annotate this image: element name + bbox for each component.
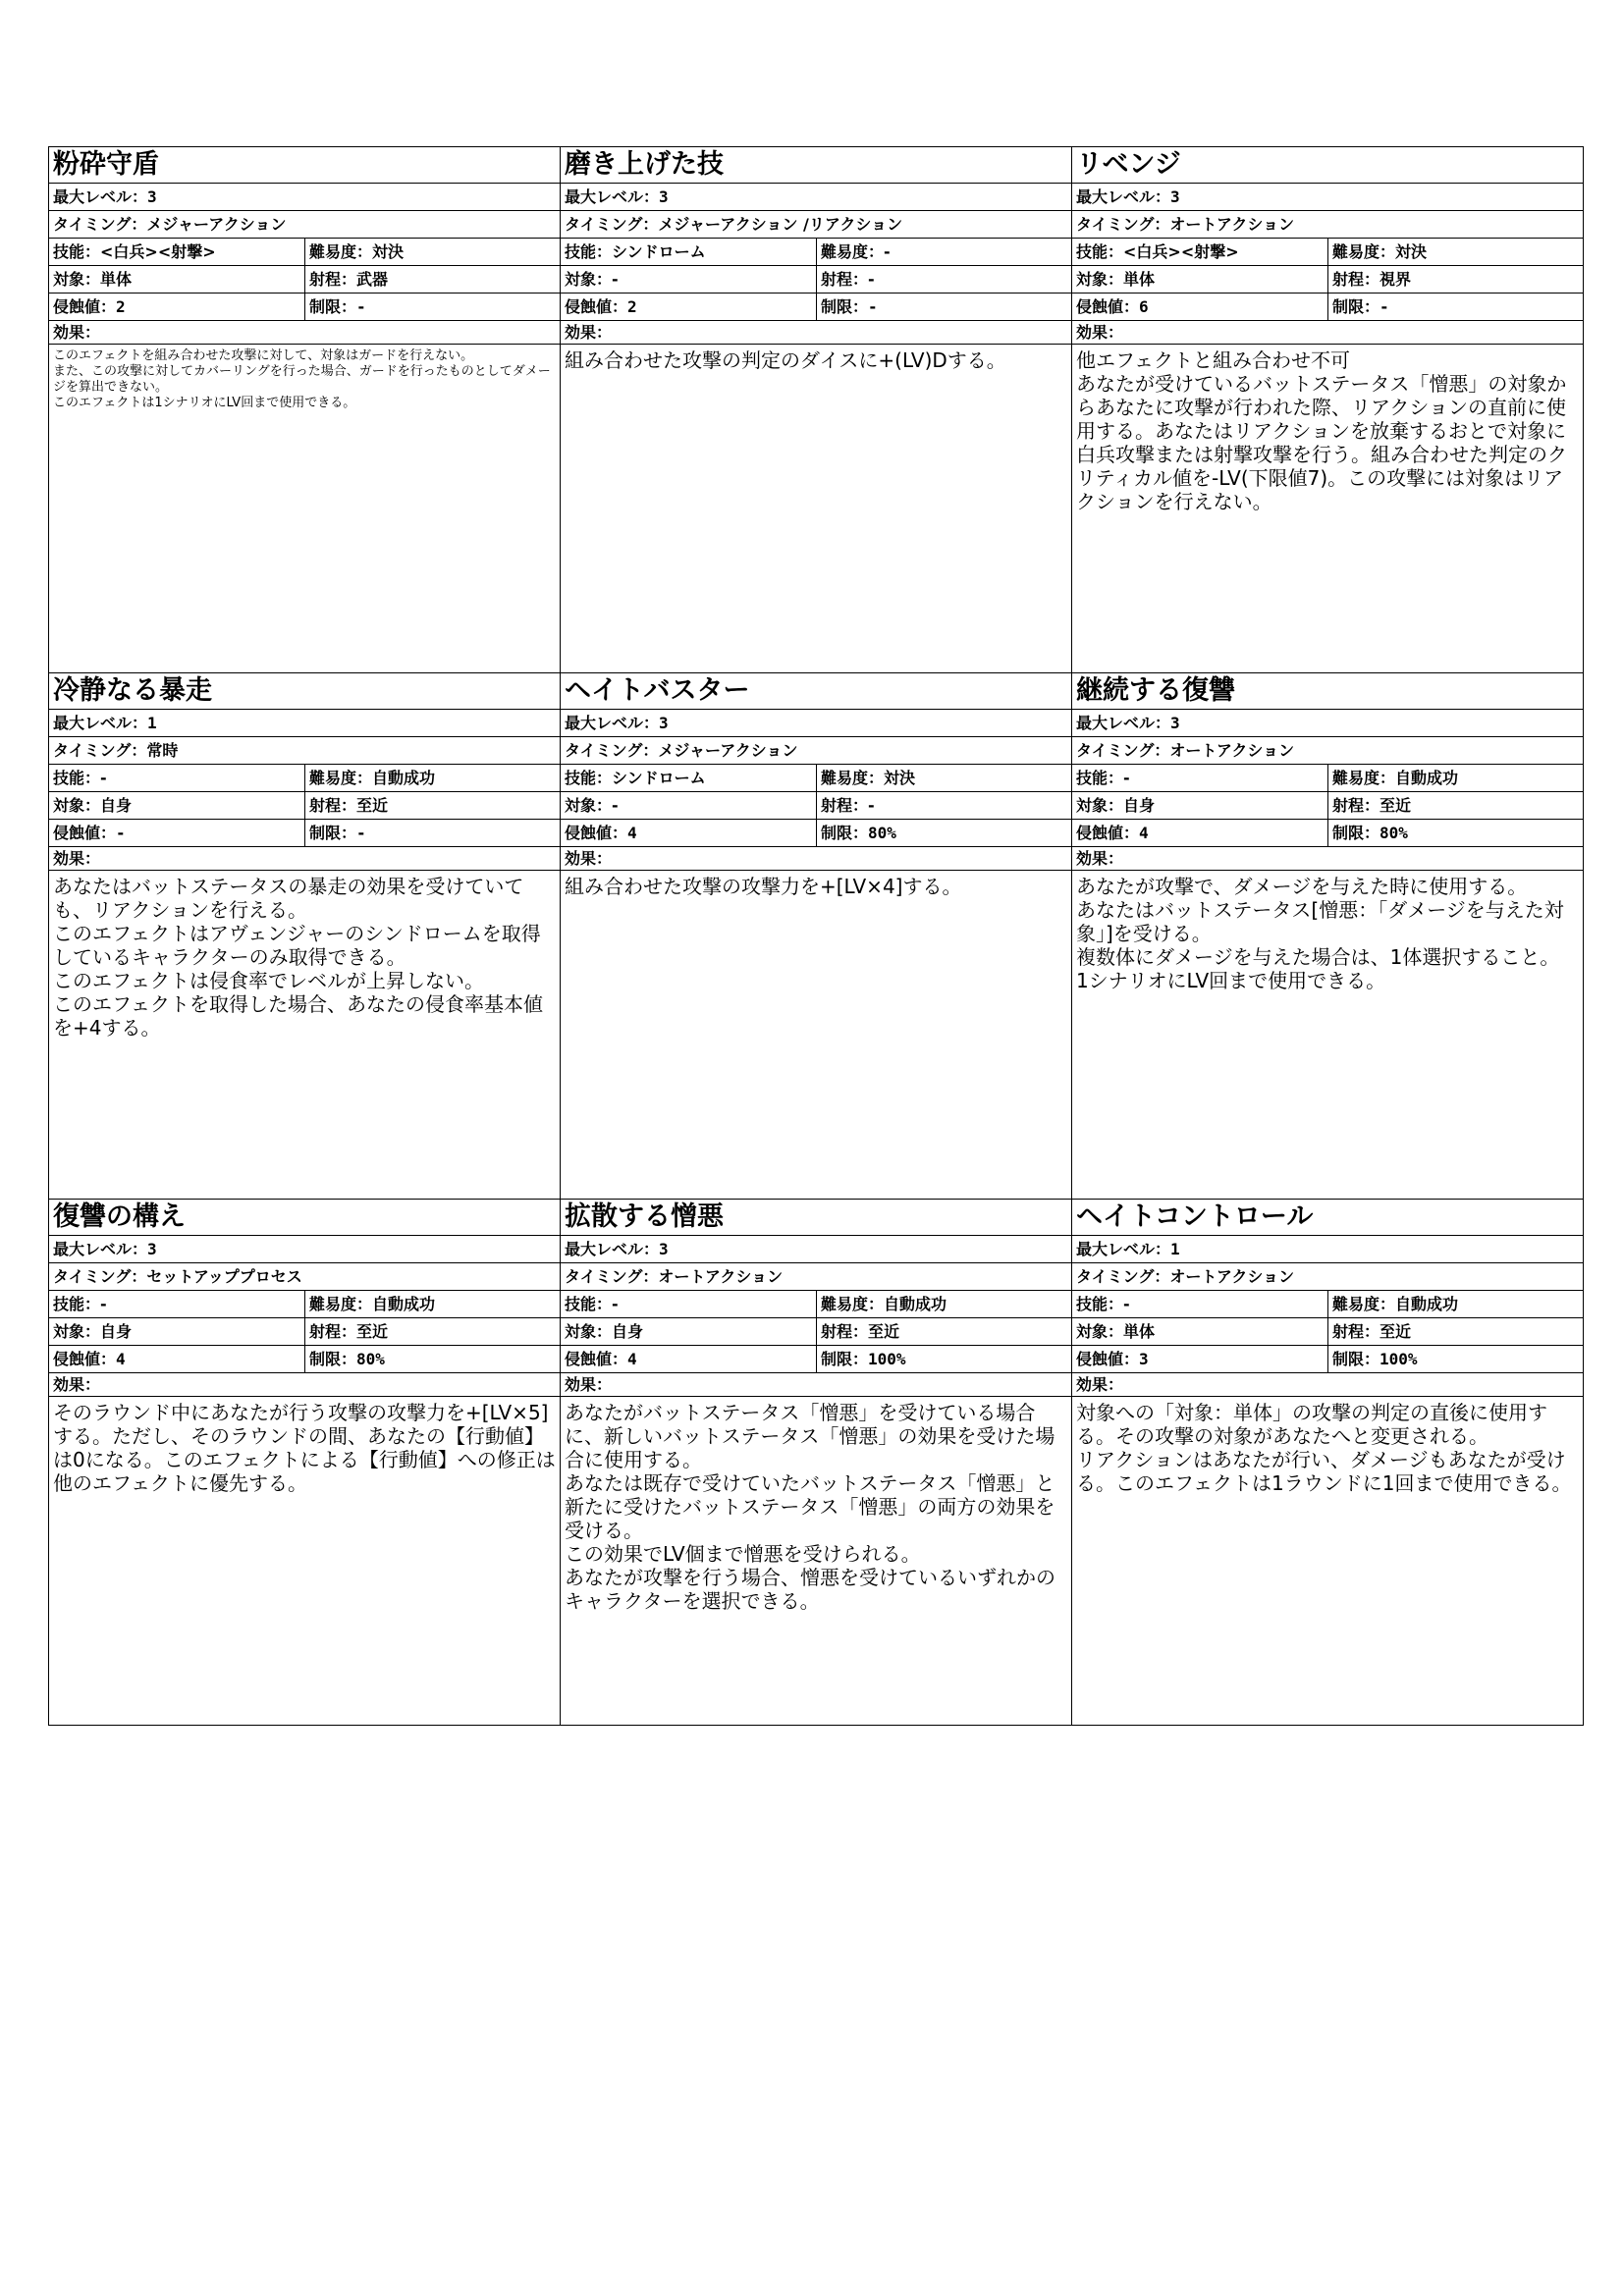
erosion: 侵蝕値：2 [53, 297, 126, 316]
difficulty: 難易度：- [816, 239, 1071, 265]
skill: 技能：- [53, 769, 107, 787]
difficulty: 難易度：対決 [1327, 239, 1583, 265]
range: 射程：武器 [304, 266, 560, 293]
skill-difficulty-row [1072, 239, 1583, 266]
effect-text: あなたはバットステータスの暴走の効果を受けていても、リアクションを行える。 このエフェクトはアヴェンジャーのシンドロームを取得しているキャラクターのみ取得できる。 このエフェクトは侵食率でレベルが上昇しない。 このエフェクトを取得した場合、あなたの侵食率基本値を+4する。 [53, 875, 543, 1040]
effect-label-row [1072, 321, 1583, 345]
erosion: 侵蝕値：3 [1076, 1350, 1149, 1368]
skill-difficulty-row [49, 239, 560, 266]
effect-label-row [49, 847, 560, 871]
range: 射程：至近 [1327, 1318, 1583, 1345]
effect-label: 効果： [53, 1375, 101, 1394]
erosion-limit-row [1072, 1346, 1583, 1373]
effect-name: ヘイトコントロール [1076, 1201, 1314, 1232]
effect-label-row [561, 321, 1071, 345]
skill: 技能：<白兵><射撃> [1076, 242, 1239, 261]
effect-label: 効果： [565, 1375, 613, 1394]
effect-name: 磨き上げた技 [565, 149, 724, 180]
timing-row [1072, 737, 1583, 765]
timing-row [49, 737, 560, 765]
effect-card-5 [561, 673, 1072, 1200]
effect-name: 復讐の構え [53, 1201, 186, 1232]
range: 射程：- [816, 792, 1071, 819]
effect-title-row [561, 1200, 1071, 1236]
difficulty: 難易度：自動成功 [304, 1291, 560, 1317]
effect-text: このエフェクトを組み合わせた攻撃に対して、対象はガードを行えない。 また、この攻撃に対してカバーリングを行った場合、ガードを行ったものとしてダメージを算出できない。 このエフェクトは1シナリオにLV回まで使用できる。 [53, 348, 551, 410]
target-range-row [1072, 792, 1583, 820]
effect-title-row [1072, 673, 1583, 710]
range: 射程：至近 [816, 1318, 1071, 1345]
skill-difficulty-row [1072, 1291, 1583, 1318]
effect-title-row [49, 1200, 560, 1236]
difficulty: 難易度：自動成功 [304, 765, 560, 791]
timing-row [49, 1263, 560, 1291]
effect-description [49, 871, 560, 1199]
effect-text: 組み合わせた攻撃の攻撃力を+[LV×4]する。 [565, 875, 962, 898]
max-level-row [561, 710, 1071, 737]
timing: タイミング：メジャーアクション [565, 741, 798, 760]
limit: 制限：- [304, 820, 560, 846]
target-range-row [1072, 266, 1583, 294]
erosion-limit-row [561, 294, 1071, 321]
difficulty: 難易度：自動成功 [816, 1291, 1071, 1317]
erosion-limit-row [49, 1346, 560, 1373]
effect-label: 効果： [1076, 849, 1124, 868]
effect-text: あなたが攻撃で、ダメージを与えた時に使用する。 あなたはバットステータス[憎悪：「ダメージを与えた対象」]を受ける。 複数体にダメージを与えた場合は、1体選択すること。 1シナリオにLV回まで使用できる。 [1076, 875, 1564, 992]
effect-name: 粉砕守盾 [53, 149, 159, 180]
effect-card-4 [49, 673, 561, 1200]
effect-name: リベンジ [1076, 149, 1181, 180]
effect-title-row [1072, 147, 1583, 184]
effect-description [1072, 345, 1583, 672]
effect-text: そのラウンド中にあなたが行う攻撃の攻撃力を+[LV×5]する。ただし、そのラウンドの間、あなたの【行動値】は0になる。このエフェクトによる【行動値】への修正は他のエフェクトに優先する。 [53, 1401, 556, 1495]
effect-description [561, 1397, 1071, 1725]
effect-text: 組み合わせた攻撃の判定のダイスに+(LV)Dする。 [565, 348, 1006, 372]
timing: タイミング：オートアクション [1076, 215, 1295, 234]
max-level-row [49, 1236, 560, 1263]
effect-label-row [49, 321, 560, 345]
erosion: 侵蝕値：6 [1076, 297, 1149, 316]
timing-row [561, 1263, 1071, 1291]
effect-label-row [1072, 1373, 1583, 1397]
effect-card-2 [561, 147, 1072, 673]
effect-label: 効果： [565, 849, 613, 868]
max-level-row [561, 184, 1071, 211]
effect-label-row [1072, 847, 1583, 871]
effect-card-6 [1072, 673, 1584, 1200]
skill: 技能：<白兵><射撃> [53, 242, 216, 261]
erosion-limit-row [561, 1346, 1071, 1373]
limit: 制限：- [1327, 294, 1583, 320]
timing-row [49, 211, 560, 239]
target: 対象：- [565, 270, 619, 289]
limit: 制限：80% [304, 1346, 560, 1372]
target-range-row [49, 792, 560, 820]
difficulty: 難易度：自動成功 [1327, 765, 1583, 791]
skill-difficulty-row [49, 1291, 560, 1318]
effect-title-row [1072, 1200, 1583, 1236]
target-range-row [561, 1318, 1071, 1346]
effect-name: 拡散する憎悪 [565, 1201, 724, 1232]
target: 対象：自身 [53, 796, 133, 815]
timing-row [561, 211, 1071, 239]
skill-difficulty-row [561, 239, 1071, 266]
timing-row [561, 737, 1071, 765]
skill: 技能：- [1076, 769, 1130, 787]
effect-label-row [561, 847, 1071, 871]
timing: タイミング：セットアッププロセス [53, 1267, 302, 1286]
target-range-row [561, 266, 1071, 294]
limit: 制限：100% [816, 1346, 1071, 1372]
erosion-limit-row [1072, 820, 1583, 847]
effect-description [1072, 1397, 1583, 1725]
timing-row [1072, 211, 1583, 239]
target: 対象：単体 [1076, 270, 1156, 289]
effect-card-3 [1072, 147, 1584, 673]
erosion: 侵蝕値：4 [53, 1350, 126, 1368]
timing-row [1072, 1263, 1583, 1291]
effect-name: 冷静なる暴走 [53, 675, 212, 706]
target-range-row [561, 792, 1071, 820]
target-range-row [1072, 1318, 1583, 1346]
target: 対象：- [565, 796, 619, 815]
max-level: 最大レベル：1 [1076, 1240, 1180, 1258]
effect-label: 効果： [1076, 323, 1124, 342]
erosion: 侵蝕値：2 [565, 297, 637, 316]
difficulty: 難易度：対決 [304, 239, 560, 265]
range: 射程：至近 [304, 1318, 560, 1345]
effect-title-row [49, 147, 560, 184]
skill-difficulty-row [49, 765, 560, 792]
max-level: 最大レベル：3 [53, 1240, 157, 1258]
skill-difficulty-row [561, 1291, 1071, 1318]
timing: タイミング：常時 [53, 741, 179, 760]
max-level-row [49, 710, 560, 737]
limit: 制限：100% [1327, 1346, 1583, 1372]
erosion-limit-row [49, 820, 560, 847]
effect-description [49, 1397, 560, 1725]
effect-label: 効果： [565, 323, 613, 342]
skill: 技能：シンドローム [565, 242, 706, 261]
max-level: 最大レベル：3 [565, 1240, 669, 1258]
effect-card-grid [48, 146, 1584, 1726]
effect-text: 対象への「対象：単体」の攻撃の判定の直後に使用する。その攻撃の対象があなたへと変更される。 リアクションはあなたが行い、ダメージもあなたが受ける。このエフェクトは1ラウンドに1回まで使用できる。 [1076, 1401, 1572, 1495]
erosion: 侵蝕値：4 [565, 1350, 637, 1368]
effect-label: 効果： [53, 323, 101, 342]
effect-card-7 [49, 1200, 561, 1726]
effect-label: 効果： [53, 849, 101, 868]
effect-label: 効果： [1076, 1375, 1124, 1394]
max-level: 最大レベル：3 [565, 714, 669, 732]
target: 対象：自身 [565, 1322, 644, 1341]
max-level: 最大レベル：3 [53, 187, 157, 206]
difficulty: 難易度：自動成功 [1327, 1291, 1583, 1317]
target: 対象：単体 [1076, 1322, 1156, 1341]
timing: タイミング：メジャーアクション [53, 215, 287, 234]
skill: 技能：シンドローム [565, 769, 706, 787]
timing: タイミング：メジャーアクション /リアクション [565, 215, 903, 234]
max-level-row [1072, 710, 1583, 737]
max-level-row [49, 184, 560, 211]
target: 対象：自身 [1076, 796, 1156, 815]
effect-description [561, 871, 1071, 1199]
effect-title-row [49, 673, 560, 710]
effect-description [1072, 871, 1583, 1199]
range: 射程：視界 [1327, 266, 1583, 293]
effect-description [49, 345, 560, 672]
skill-difficulty-row [1072, 765, 1583, 792]
effect-name: 継続する復讐 [1076, 675, 1235, 706]
effect-text: あなたがバットステータス「憎悪」を受けている場合に、新しいバットステータス「憎悪」の効果を受けた場合に使用する。 あなたは既存で受けていたバットステータス「憎悪」と新たに受けたバットステータス「憎悪」の両方の効果を受ける。 この効果でLV個まで憎悪を受けられる。 あなたが攻撃を行う場合、憎悪を受けているいずれかのキャラクターを選択できる。 [565, 1401, 1055, 1613]
erosion: 侵蝕値：4 [565, 824, 637, 842]
range: 射程：至近 [304, 792, 560, 819]
effect-label-row [561, 1373, 1071, 1397]
target: 対象：自身 [53, 1322, 133, 1341]
target: 対象：単体 [53, 270, 133, 289]
max-level: 最大レベル：3 [1076, 187, 1180, 206]
effect-description [561, 345, 1071, 672]
erosion-limit-row [49, 294, 560, 321]
limit: 制限：- [304, 294, 560, 320]
limit: 制限：80% [1327, 820, 1583, 846]
effect-text: 他エフェクトと組み合わせ不可 あなたが受けているバットステータス「憎悪」の対象からあなたに攻撃が行われた際、リアクションの直前に使用する。あなたはリアクションを放棄するおとで対象に白兵攻撃または射撃攻撃を行う。組み合わせた判定のクリティカル値を-LV(下限値7)。この攻撃には対象はリアクションを行えない。 [1076, 348, 1567, 513]
skill: 技能：- [1076, 1295, 1130, 1313]
max-level-row [1072, 1236, 1583, 1263]
difficulty: 難易度：対決 [816, 765, 1071, 791]
target-range-row [49, 1318, 560, 1346]
effect-card-1 [49, 147, 561, 673]
erosion: 侵蝕値：4 [1076, 824, 1149, 842]
erosion-limit-row [561, 820, 1071, 847]
limit: 制限：- [816, 294, 1071, 320]
limit: 制限：80% [816, 820, 1071, 846]
effect-title-row [561, 673, 1071, 710]
effect-card-8 [561, 1200, 1072, 1726]
range: 射程：- [816, 266, 1071, 293]
max-level: 最大レベル：1 [53, 714, 157, 732]
timing: タイミング：オートアクション [1076, 741, 1295, 760]
target-range-row [49, 266, 560, 294]
timing: タイミング：オートアクション [565, 1267, 784, 1286]
erosion: 侵蝕値：- [53, 824, 126, 842]
skill: 技能：- [565, 1295, 619, 1313]
range: 射程：至近 [1327, 792, 1583, 819]
max-level-row [561, 1236, 1071, 1263]
max-level-row [1072, 184, 1583, 211]
timing: タイミング：オートアクション [1076, 1267, 1295, 1286]
skill-difficulty-row [561, 765, 1071, 792]
max-level: 最大レベル：3 [1076, 714, 1180, 732]
effect-label-row [49, 1373, 560, 1397]
effect-name: ヘイトバスター [565, 675, 750, 706]
max-level: 最大レベル：3 [565, 187, 669, 206]
effect-card-9 [1072, 1200, 1584, 1726]
erosion-limit-row [1072, 294, 1583, 321]
effect-title-row [561, 147, 1071, 184]
skill: 技能：- [53, 1295, 107, 1313]
